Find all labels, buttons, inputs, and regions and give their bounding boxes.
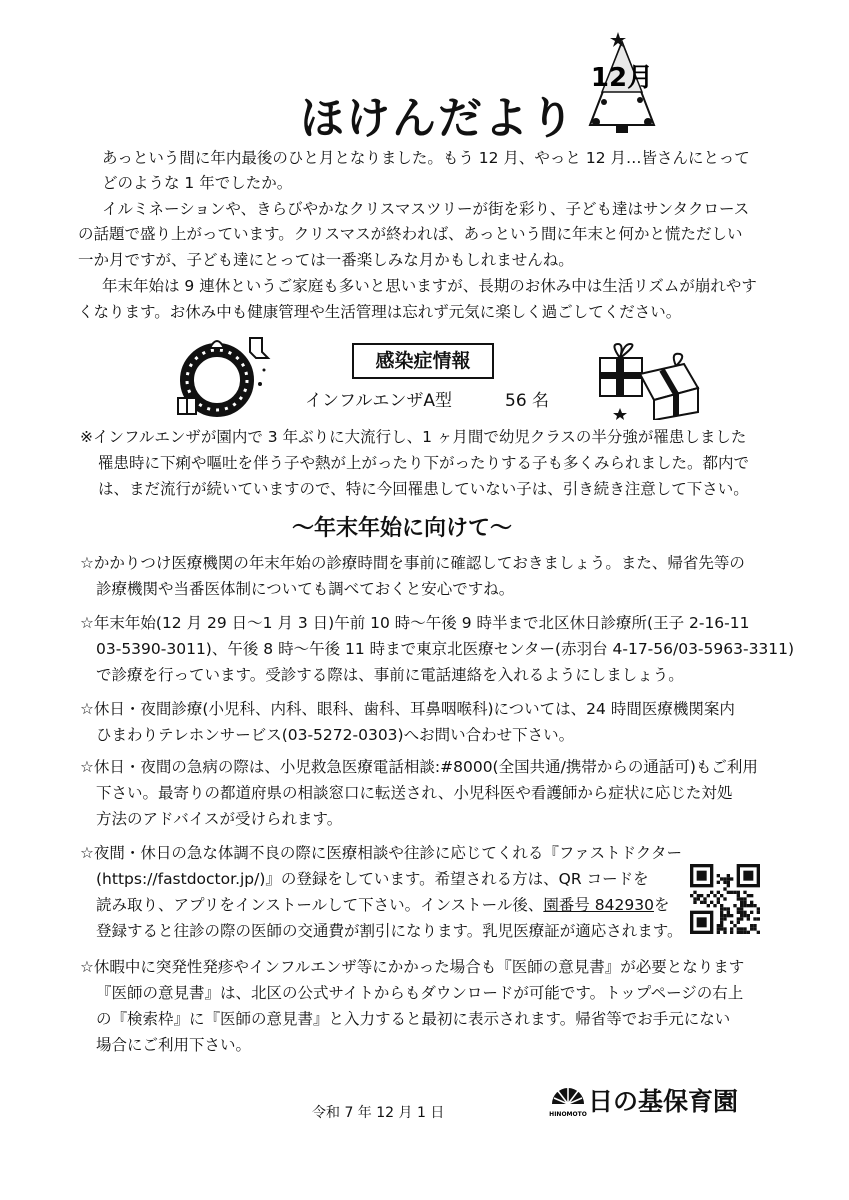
issue-date: 令和 7 年 12 月 1 日 xyxy=(312,1105,445,1121)
item5-line-2: (https://fastdoctor.jp/)』の登録をしています。希望される方は、QR コードを xyxy=(96,870,649,888)
school-logo-icon xyxy=(548,1074,588,1120)
item5-line-4: 登録すると往診の際の医師の交通費が割引になります。乳児医療証が適応されます。 xyxy=(96,922,683,940)
intro-line-3: イルミネーションや、きらびやかなクリスマスツリーが街を彩り、子ども達はサンタクロース xyxy=(102,200,750,218)
intro-line-5: 一か月ですが、子ども達にとっては一番楽しみな月かもしれませんね。 xyxy=(78,251,574,269)
item6-line-4: 場合にご利用下さい。 xyxy=(96,1036,252,1054)
item6-line-2: 『医師の意見書』は、北区の公式サイトからもダウンロードが可能です。トップページの右上 xyxy=(96,984,744,1002)
school-code: 園番号 842930 xyxy=(543,896,654,914)
intro-line-1: あっという間に年内最後のひと月となりました。もう 12 月、やっと 12 月…皆さんにとって xyxy=(102,149,750,167)
item3-line-2: ひまわりテレホンサービス(03-5272-0303)へお問い合わせ下さい。 xyxy=(96,726,575,744)
item4-line-1: ☆休日・夜間の急病の際は、小児救急医療電話相談:#8000(全国共通/携帯からの通話可)もご利用 xyxy=(80,758,758,776)
disease-count: 56 名 xyxy=(505,391,550,411)
item1-line-1: ☆かかりつけ医療機関の年末年始の診療時間を事前に確認しておきましょう。また、帰省先等の xyxy=(80,554,745,572)
infection-note-3: は、まだ流行が続いていますので、特に今回罹患していない子は、引き続き注意して下さい。 xyxy=(98,480,749,498)
gift-boxes-icon xyxy=(592,338,704,420)
disease-name: インフルエンザA型 xyxy=(305,391,452,411)
item5-line-3: 読み取り、アプリをインストールして下さい。インストール後、園番号 842930を xyxy=(96,896,670,914)
item3-line-1: ☆休日・夜間診療(小児科、内科、眼科、歯科、耳鼻咽喉科)については、24 時間医療機関案内 xyxy=(80,700,735,718)
item4-line-3: 方法のアドバイスが受けられます。 xyxy=(96,810,343,828)
school-name: 日の基保育園 xyxy=(588,1087,739,1116)
item5-line-1: ☆夜間・休日の急な体調不良の際に医療相談や往診に応じてくれる『ファストドクター xyxy=(80,844,682,862)
intro-line-6: 年末年始は 9 連休というご家庭も多いと思いますが、長期のお休み中は生活リズムが崩れやす xyxy=(102,277,757,295)
month-badge-text: 12月 xyxy=(590,63,654,93)
christmas-tree-month-icon xyxy=(572,30,672,135)
infection-heading: 感染症情報 xyxy=(352,343,494,379)
infection-note-2: 罹患時に下痢や嘔吐を伴う子や熱が上がったり下がったりする子も多くみられました。都内で xyxy=(98,454,750,472)
intro-line-2: どのような 1 年でしたか。 xyxy=(102,174,293,192)
christmas-wreath-icon xyxy=(172,330,272,422)
intro-line-7: くなります。お休み中も健康管理や生活管理は忘れず元気に楽しく過ごしてください。 xyxy=(78,303,682,321)
page-title: ほけんだより xyxy=(300,93,576,144)
qr-code-icon[interactable] xyxy=(690,864,760,934)
infection-note-1: ※インフルエンザが園内で 3 年ぶりに大流行し、1 ヶ月間で幼児クラスの半分強が罹患しました xyxy=(80,428,747,446)
intro-line-4: の話題で盛り上がっています。クリスマスが終われば、あっという間に年末と何かと慌ただしい xyxy=(78,225,743,243)
item6-line-3: の『検索枠』に『医師の意見書』と入力すると最初に表示されます。帰省等でお手元にない xyxy=(96,1010,731,1028)
logo-subtext: HINOMOTO xyxy=(549,1111,587,1118)
item4-line-2: 下さい。最寄りの都道府県の相談窓口に転送され、小児科医や看護師から症状に応じた対処 xyxy=(96,784,733,802)
item2-line-3: で診療を行っています。受診する際は、事前に電話連絡を入れるようにしましょう。 xyxy=(96,666,684,684)
item1-line-2: 診療機関や当番医体制についても調べておくと安心ですね。 xyxy=(96,580,515,598)
item6-line-1: ☆休暇中に突発性発疹やインフルエンザ等にかかった場合も『医師の意見書』が必要となります xyxy=(80,958,745,976)
item2-line-2: 03-5390-3011)、午後 8 時～午後 11 時まで東京北医療センター(赤羽台 4-17-56/03-5963-3311) xyxy=(96,640,795,658)
yearend-heading: ～年末年始に向けて～ xyxy=(292,516,513,541)
item2-line-1: ☆年末年始(12 月 29 日～1 月 3 日)午前 10 時～午後 9 時半まで北区休日診療所(王子 2-16-11 xyxy=(80,614,750,632)
